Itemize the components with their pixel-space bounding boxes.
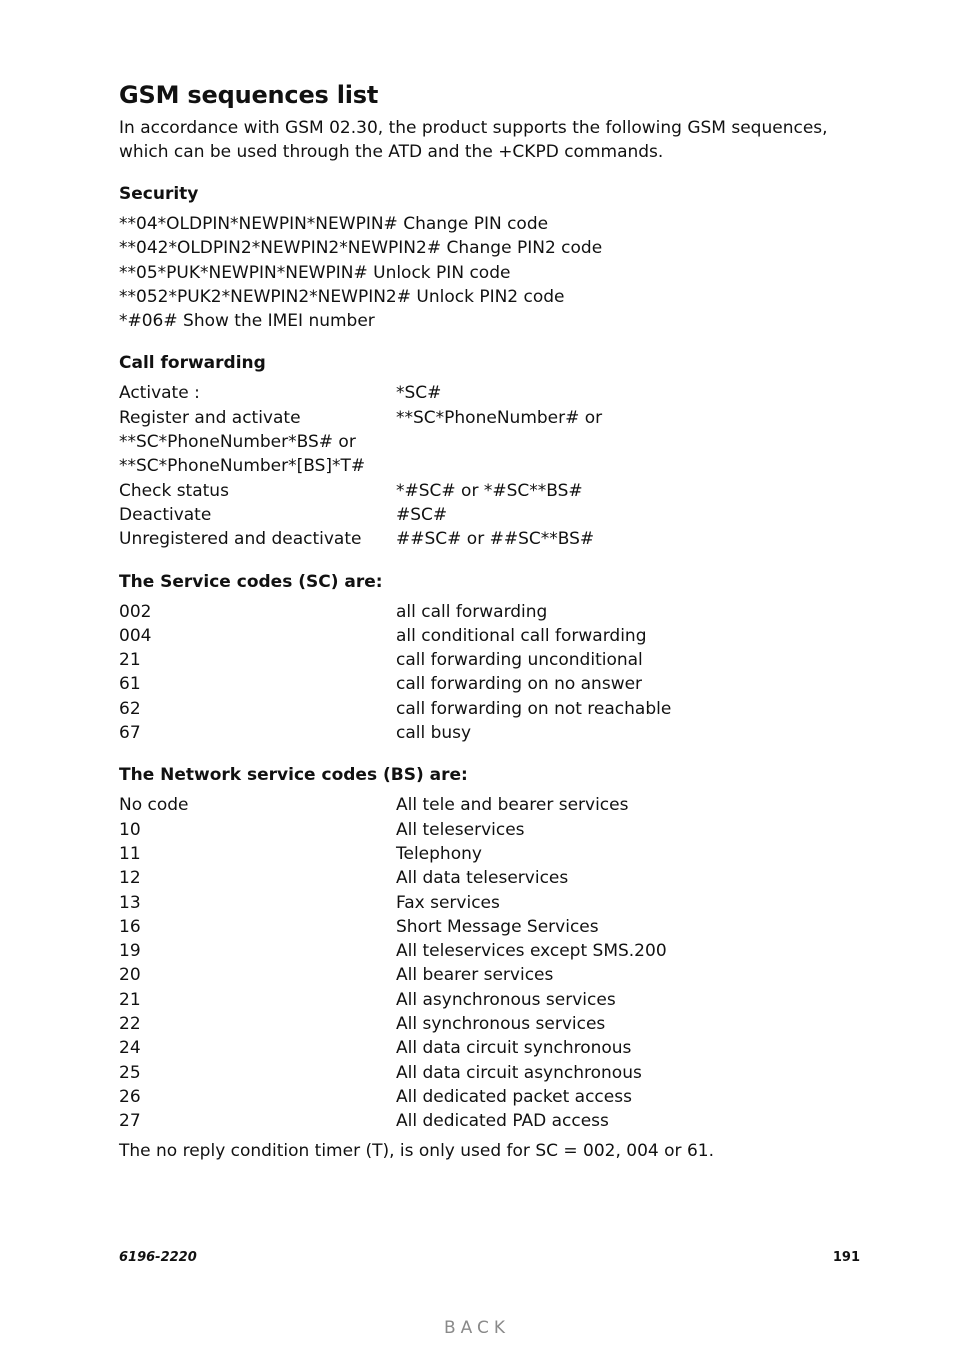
call-forwarding-heading: Call forwarding [119,353,266,374]
row-value: ##SC# or ##SC**BS# [396,529,595,550]
table-row [119,891,879,915]
description-cell: All dedicated packet access [396,1086,632,1107]
row-label: Unregistered and deactivate [119,529,362,550]
row-label: **SC*PhoneNumber*[BS]*T# [119,456,366,477]
description-cell: Short Message Services [396,916,599,937]
closing-note: The no reply condition timer (T), is only used for SC = 002, 004 or 61. [119,1140,714,1161]
table-row [119,600,879,624]
table-row [119,842,879,866]
description-cell: All synchronous services [396,1014,606,1035]
security-line: **042*OLDPIN2*NEWPIN2*NEWPIN2# Change PIN2 code [119,238,603,259]
code-cell: 27 [119,1111,141,1132]
security-line: **04*OLDPIN*NEWPIN*NEWPIN# Change PIN code [119,214,549,234]
description-cell: All teleservices [396,819,525,840]
description-cell: Fax services [396,892,500,913]
intro-paragraph: In accordance with GSM 02.30, the product supports the following GSM sequences, which can be used through the ATD and the +CKPD commands. [119,118,828,162]
table-row [119,866,879,890]
row-label: Deactivate [119,504,212,525]
description-cell: All teleservices except SMS.200 [396,941,667,962]
code-cell: 11 [119,843,141,864]
code-cell: 62 [119,698,141,719]
description-cell: Telephony [396,843,482,864]
description-cell: All bearer services [396,965,554,986]
row-value: *SC# [396,383,442,404]
code-cell: 26 [119,1086,141,1107]
table-row [119,793,879,817]
table-row [119,1085,879,1109]
table-row [119,430,879,454]
code-cell: 67 [119,723,141,744]
page-content [119,78,879,1163]
page-number: 191 [832,1250,860,1265]
description-cell: call forwarding unconditional [396,650,643,671]
description-cell: All data teleservices [396,868,569,889]
table-row [119,503,879,527]
description-cell: All tele and bearer services [396,795,629,816]
table-row [119,648,879,672]
code-cell: 22 [119,1014,141,1035]
service-codes-heading: The Service codes (SC) are: [119,571,383,592]
security-line: **05*PUK*NEWPIN*NEWPIN# Unlock PIN code [119,262,511,283]
page-title: GSM sequences list [119,81,379,109]
table-row [119,697,879,721]
table-row [119,963,879,987]
table-row [119,818,879,842]
code-cell: 002 [119,601,152,622]
table-row [119,454,879,478]
code-cell: 21 [119,989,141,1010]
description-cell: All data circuit synchronous [396,1038,632,1059]
code-cell: 20 [119,965,141,986]
code-cell: 24 [119,1038,141,1059]
description-cell: call forwarding on not reachable [396,698,672,719]
network-codes-heading: The Network service codes (BS) are: [119,765,468,786]
code-cell: 61 [119,674,141,695]
table-row [119,479,879,503]
code-cell: 12 [119,868,141,889]
code-cell: 19 [119,941,141,962]
call-forwarding-table [119,381,879,551]
table-row [119,1012,879,1036]
description-cell: All asynchronous services [396,989,616,1010]
row-value: *#SC# or *#SC**BS# [396,480,583,501]
row-label: Activate : [119,383,200,404]
code-cell: 004 [119,625,152,646]
row-label: Check status [119,480,229,501]
table-row [119,1036,879,1060]
security-list [119,212,879,333]
table-row [119,527,879,551]
table-row [119,988,879,1012]
description-cell: call busy [396,723,472,744]
table-row [119,406,879,430]
table-row [119,915,879,939]
service-codes-table [119,600,879,746]
description-cell: All data circuit asynchronous [396,1062,642,1083]
table-row [119,1109,879,1133]
security-line: **052*PUK2*NEWPIN2*NEWPIN2# Unlock PIN2 code [119,286,565,307]
table-row [119,381,879,405]
description-cell: all conditional call forwarding [396,625,647,646]
description-cell: All dedicated PAD access [396,1111,609,1132]
table-row [119,939,879,963]
row-value: #SC# [396,504,448,525]
network-codes-table [119,793,879,1133]
description-cell: all call forwarding [396,601,548,622]
row-value: **SC*PhoneNumber# or [396,407,603,428]
table-row [119,721,879,745]
code-cell: 25 [119,1062,141,1083]
document-number: 6196-2220 [119,1250,197,1265]
code-cell: No code [119,795,189,816]
code-cell: 21 [119,650,141,671]
description-cell: call forwarding on no answer [396,674,643,695]
row-label: Register and activate [119,407,301,428]
code-cell: 16 [119,916,141,937]
back-link[interactable]: BACK [443,1318,510,1338]
security-line: *#06# Show the IMEI number [119,311,375,332]
code-cell: 10 [119,819,141,840]
security-heading: Security [119,184,199,204]
row-label: **SC*PhoneNumber*BS# or [119,432,356,453]
table-row [119,1061,879,1085]
code-cell: 13 [119,892,141,913]
table-row [119,624,879,648]
table-row [119,672,879,696]
